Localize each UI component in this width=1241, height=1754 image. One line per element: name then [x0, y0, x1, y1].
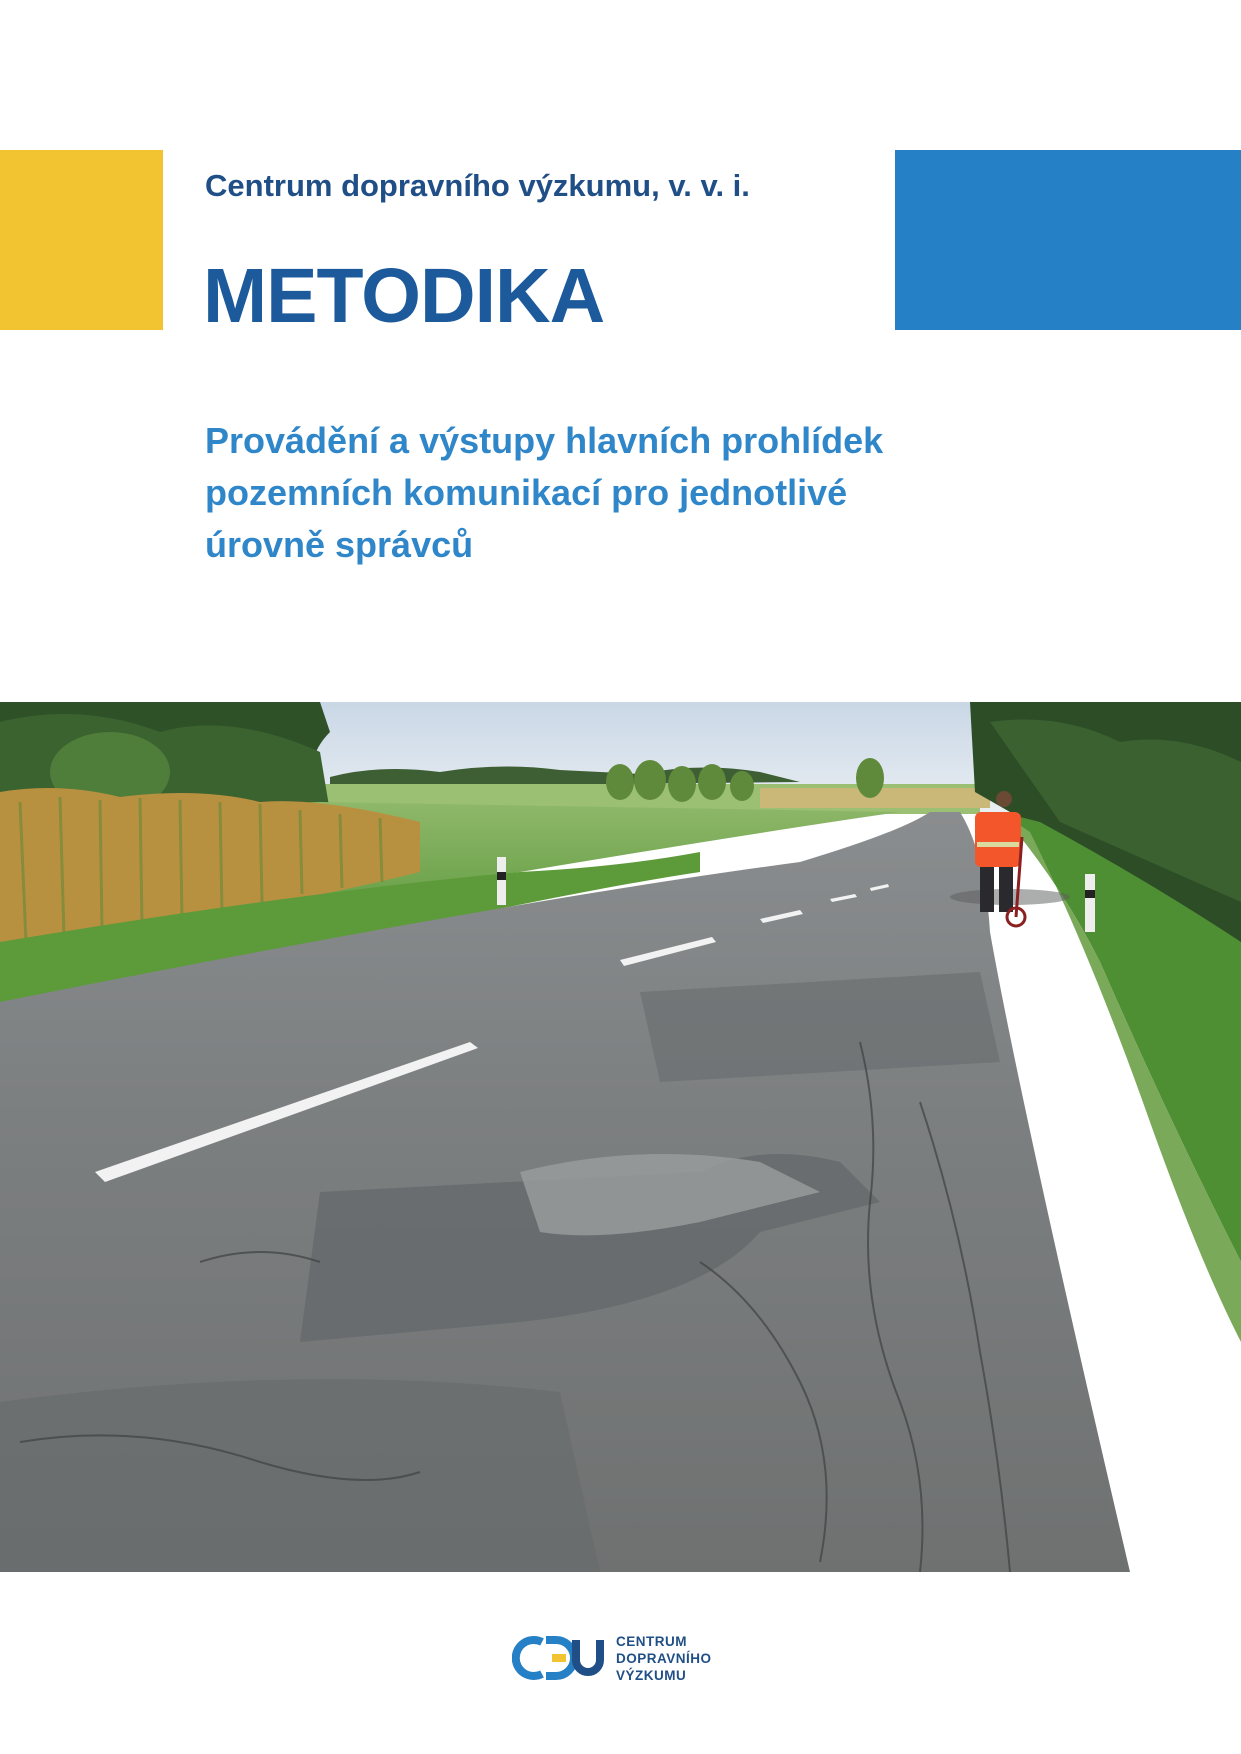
logo-line: VÝZKUMU: [616, 1668, 687, 1683]
cdv-logo: [512, 1630, 772, 1690]
logo-wordmark: [616, 1633, 712, 1684]
document-title: [205, 415, 1025, 571]
title-line: Provádění a výstupy hlavních prohlídek: [205, 420, 884, 461]
title-line: pozemních komunikací pro jednotlivé: [205, 472, 848, 513]
cdv-logo-mark-icon: [512, 1630, 612, 1686]
cover-photo: [0, 702, 1241, 1572]
organization-name: Centrum dopravního výzkumu, v. v. i.: [205, 168, 750, 203]
title-line: úrovně správců: [205, 524, 474, 565]
blue-accent-block: [895, 150, 1241, 330]
logo-line: DOPRAVNÍHO: [616, 1651, 712, 1666]
logo-line: CENTRUM: [616, 1634, 687, 1649]
yellow-accent-block: [0, 150, 163, 330]
document-type-heading: METODIKA: [203, 253, 605, 339]
